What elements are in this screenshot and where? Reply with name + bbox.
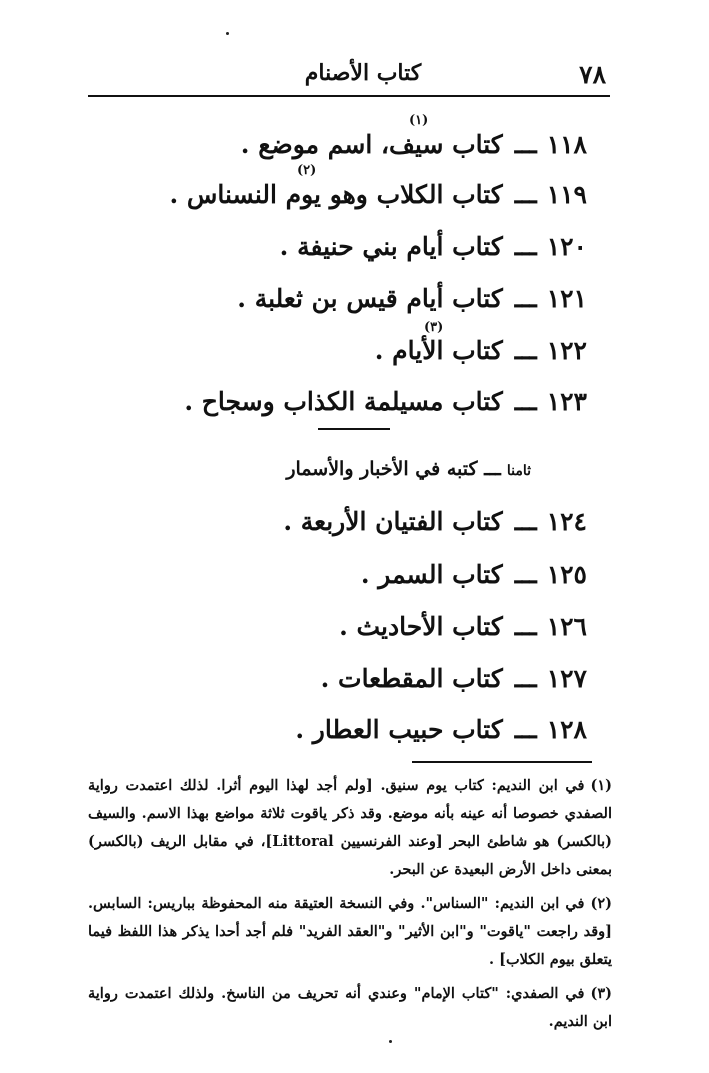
entry-text: كتاب حبيب العطار .	[295, 715, 503, 744]
footnote-mark: (١)	[409, 113, 429, 128]
entry-text: كتاب الفتيان الأربعة .	[283, 507, 503, 536]
entry-text: كتاب الكلاب وهو يوم النسناس .	[169, 180, 503, 209]
entry-number: ١٢٨	[546, 715, 587, 744]
entry-number: ١٢٤	[546, 507, 587, 536]
entry-text: كتاب مسيلمة الكذاب وسجاح .	[184, 387, 503, 416]
entry-number: ١٢٧	[546, 664, 587, 693]
entry-text: كتاب السمر .	[360, 560, 503, 589]
entry-number: ١٢٣	[546, 387, 587, 416]
entry-dash: ـــ	[514, 336, 537, 365]
list-item	[169, 180, 587, 209]
list-item	[237, 284, 587, 313]
running-title: كتاب الأصنام	[304, 60, 422, 86]
entry-number: ١٢٦	[546, 612, 587, 641]
page-header	[90, 58, 606, 92]
footnote-mark: (٢)	[297, 163, 317, 178]
footnotes	[88, 772, 612, 1042]
list-item	[339, 612, 587, 641]
list-item	[321, 664, 587, 693]
speck	[389, 1040, 392, 1043]
footnote-mark: (٣)	[424, 320, 444, 335]
footnote-text: في ابن النديم: "السناس". وفي النسخة العتيقة منه المحفوظة بباريس: السابس. [وقد راجعت "ياقوت" و"ابن الأثير" و"العقد الفريد" فلم أجد أحدا يذكر هذا اللفظ فيما يتعلق بيوم الكلاب] .	[88, 895, 612, 968]
entry-text: كتاب الأيام .	[374, 336, 503, 365]
entry-dash: ـــ	[514, 507, 537, 536]
entry-dash: ـــ	[514, 664, 537, 693]
section-ordinal: ثامنا	[506, 463, 531, 479]
footnote-text: في ابن النديم: كتاب يوم سنيق. [ولم أجد لهذا اليوم أثرا. لذلك اعتمدت رواية الصفدي خصوصا أنه عينه بأنه موضع. وقد ذكر ياقوت ثلاثة مواضع بهذا الاسم. والسيف (بالكسر) هو شاطئ البحر [وعند الفرنسيين Littoral]، في مقابل الريف (بالكسر) بمعنى داخل الأرض البعيدة عن البحر.	[88, 777, 612, 878]
entry-text: كتاب المقطعات .	[320, 664, 503, 693]
section-title: ـــ كتبه في الأخبار والأسمار	[286, 458, 501, 480]
footnote-text: في الصفدي: "كتاب الإمام" وعندي أنه تحريف من الناسخ. ولذلك اعتمدت رواية ابن النديم.	[88, 985, 612, 1030]
entry-text: كتاب أيام بني حنيفة .	[279, 232, 503, 261]
section-heading	[286, 458, 531, 480]
entry-text: كتاب أيام قيس بن ثعلبة .	[237, 284, 503, 313]
footnote-number: (٣)	[590, 985, 612, 1002]
entry-number: ١٢٠	[546, 232, 587, 261]
footnote	[88, 772, 612, 884]
footnote	[88, 890, 612, 974]
list-item	[280, 232, 587, 261]
entry-number: ١٢٢	[546, 336, 587, 365]
entry-number: ١٢٥	[546, 560, 587, 589]
entry-dash: ـــ	[514, 560, 537, 589]
speck	[226, 32, 229, 35]
list-item	[361, 560, 587, 589]
footnote	[88, 980, 612, 1036]
entry-text: كتاب سيف، اسم موضع .	[240, 130, 503, 159]
section-divider	[318, 428, 390, 430]
footnote-number: (١)	[590, 777, 612, 794]
header-rule	[88, 95, 610, 97]
entry-dash: ـــ	[514, 284, 537, 313]
footnote-rule	[412, 761, 592, 763]
page-number: ٧٨	[579, 60, 606, 89]
entry-number: ١١٨	[546, 130, 587, 159]
entry-number: ١٢١	[546, 284, 587, 313]
entry-dash: ـــ	[514, 387, 537, 416]
list-item	[241, 130, 587, 159]
entry-dash: ـــ	[514, 180, 537, 209]
entry-dash: ـــ	[514, 715, 537, 744]
list-item	[295, 715, 587, 744]
entry-dash: ـــ	[514, 232, 537, 261]
footnote-number: (٢)	[590, 895, 612, 912]
entry-text: كتاب الأحاديث .	[339, 612, 503, 641]
entry-dash: ـــ	[514, 612, 537, 641]
entry-dash: ـــ	[514, 130, 537, 159]
list-item	[184, 387, 587, 416]
entry-number: ١١٩	[546, 180, 587, 209]
list-item	[283, 507, 587, 536]
list-item	[375, 336, 587, 365]
